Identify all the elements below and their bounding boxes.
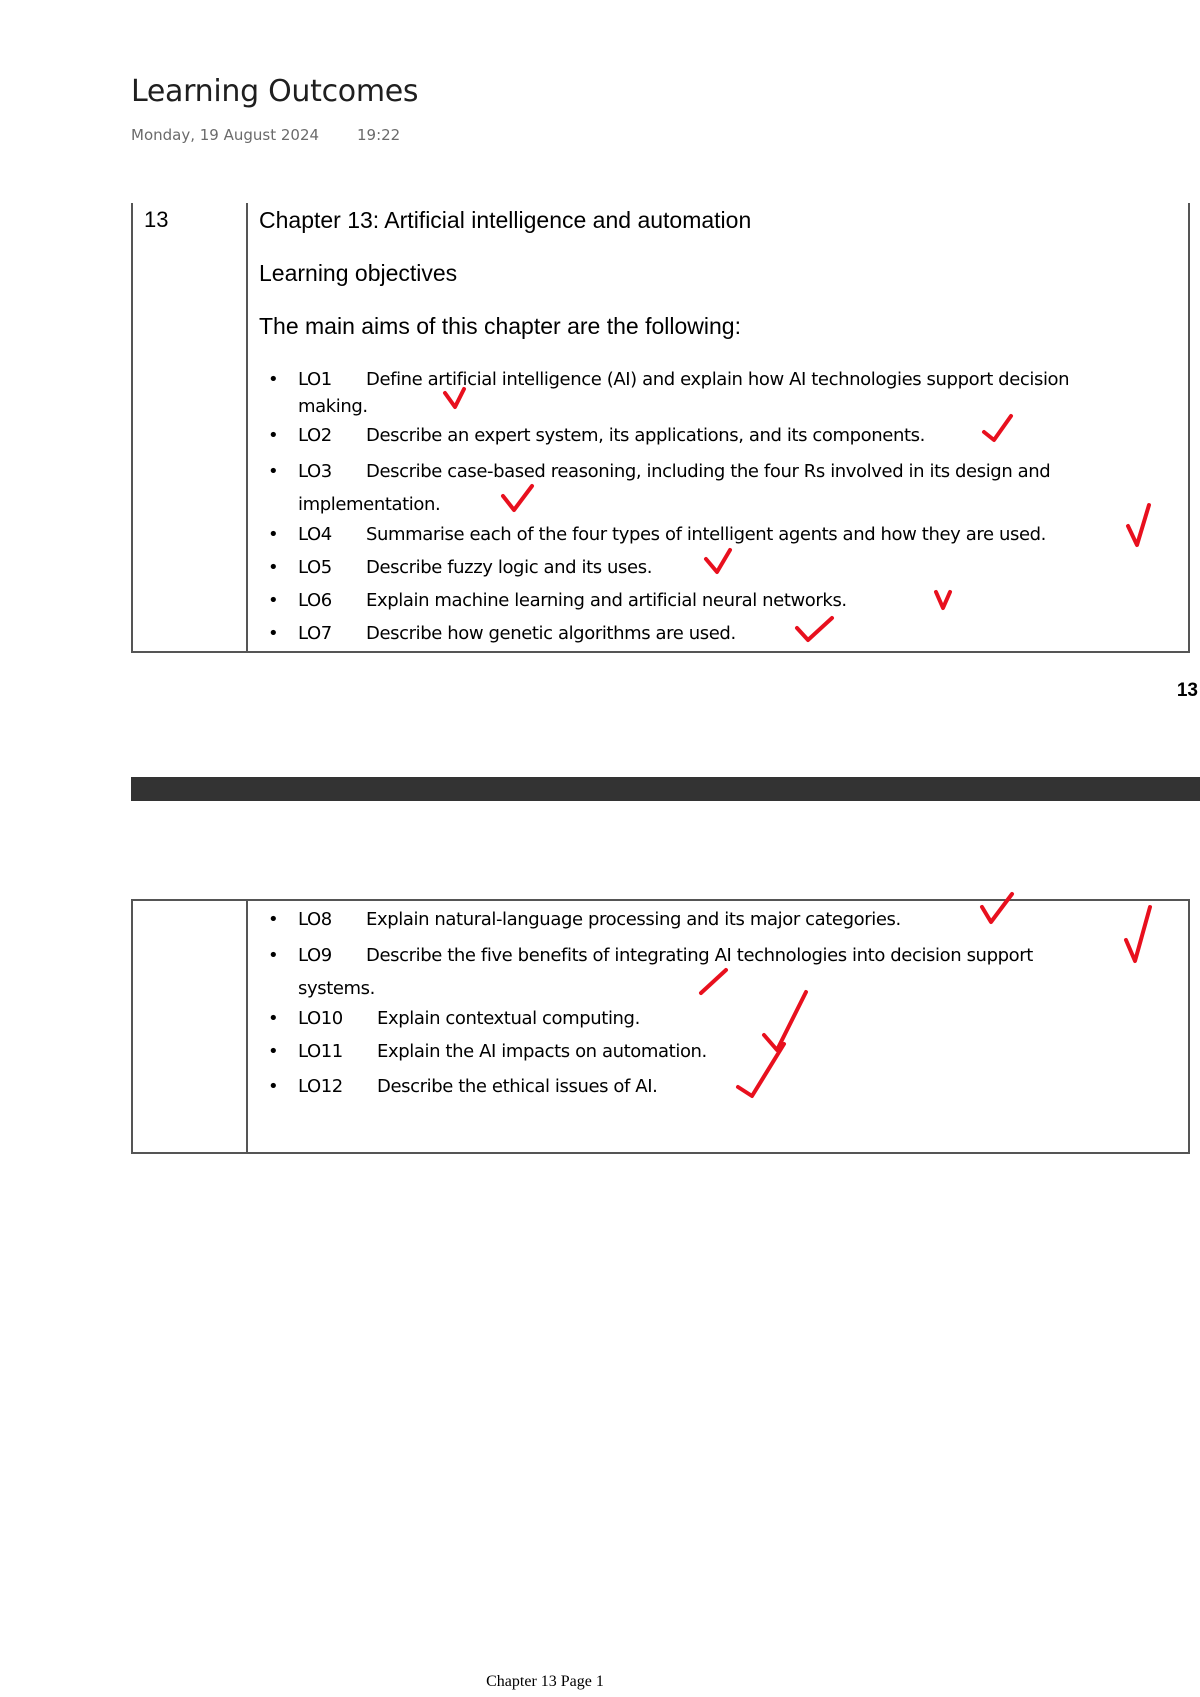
list-item — [268, 906, 1176, 933]
objective-text: Describe case-based reasoning, including the four Rs involved in its design and — [366, 461, 1051, 482]
objective-code: LO12 — [298, 1076, 343, 1097]
chapter-table-continued — [131, 899, 1190, 1154]
objective-code: LO11 — [298, 1041, 343, 1062]
list-item — [268, 521, 1176, 548]
objective-code: LO7 — [298, 623, 332, 644]
objective-text: Describe the ethical issues of AI. — [377, 1076, 658, 1097]
objective-code: LO9 — [298, 945, 332, 966]
bullet: • — [268, 945, 279, 966]
bullet: • — [268, 1008, 279, 1029]
objective-text: Describe fuzzy logic and its uses. — [366, 557, 653, 578]
objective-code: LO4 — [298, 524, 332, 545]
list-item — [268, 366, 1176, 420]
objective-text: Explain natural-language processing and its major categories. — [366, 909, 901, 930]
bullet: • — [268, 524, 279, 545]
objective-code: LO8 — [298, 909, 332, 930]
chapter-number: 13 — [144, 207, 169, 232]
bullet: • — [268, 623, 279, 644]
objective-code: LO1 — [298, 369, 332, 390]
bullet: • — [268, 557, 279, 578]
objective-text: Explain machine learning and artificial neural networks. — [366, 590, 847, 611]
objective-text: Summarise each of the four types of intelligent agents and how they are used. — [366, 524, 1046, 545]
objective-text: Define artificial intelligence (AI) and explain how AI technologies support decision — [366, 369, 1070, 390]
objective-text: Describe how genetic algorithms are used. — [366, 623, 736, 644]
list-item — [268, 1038, 1176, 1065]
note-date: Monday, 19 August 2024 — [131, 126, 320, 144]
objective-code: LO3 — [298, 461, 332, 482]
list-item — [268, 587, 1176, 614]
page-footer: Chapter 13 Page 1 — [486, 1673, 604, 1690]
bullet: • — [268, 369, 279, 390]
objective-text: Explain the AI impacts on automation. — [377, 1041, 707, 1062]
objectives-list — [133, 203, 1188, 651]
objective-text-cont: making. — [298, 396, 368, 417]
list-item — [268, 620, 1176, 647]
objective-code: LO10 — [298, 1008, 343, 1029]
aims-intro: The main aims of this chapter are the following: — [259, 313, 741, 339]
list-item — [268, 1073, 1176, 1100]
objective-code: LO2 — [298, 425, 332, 446]
chapter-title: Chapter 13: Artificial intelligence and automation — [259, 207, 752, 233]
objectives-list-continued — [133, 901, 1188, 1152]
page-marker: 13 — [1176, 680, 1198, 701]
bullet: • — [268, 1076, 279, 1097]
list-item — [268, 422, 1176, 449]
chapter-table-top — [131, 203, 1190, 653]
bullet: • — [268, 590, 279, 611]
objective-text-cont: systems. — [298, 978, 375, 999]
note-time: 19:22 — [357, 126, 401, 144]
objective-text: Describe an expert system, its applications, and its components. — [366, 425, 925, 446]
objective-text-cont: implementation. — [298, 494, 441, 515]
objective-code: LO5 — [298, 557, 332, 578]
note-title: Learning Outcomes — [131, 74, 419, 109]
objective-text: Explain contextual computing. — [377, 1008, 640, 1029]
objective-text: Describe the five benefits of integrating AI technologies into decision support — [366, 945, 1033, 966]
list-item — [268, 1005, 1176, 1032]
page-break-bar — [131, 777, 1200, 801]
bullet: • — [268, 1041, 279, 1062]
list-item — [268, 455, 1176, 521]
list-item — [268, 939, 1176, 1005]
list-item — [268, 554, 1176, 581]
objective-code: LO6 — [298, 590, 332, 611]
bullet: • — [268, 909, 279, 930]
bullet: • — [268, 425, 279, 446]
bullet: • — [268, 461, 279, 482]
objectives-heading: Learning objectives — [259, 260, 458, 286]
